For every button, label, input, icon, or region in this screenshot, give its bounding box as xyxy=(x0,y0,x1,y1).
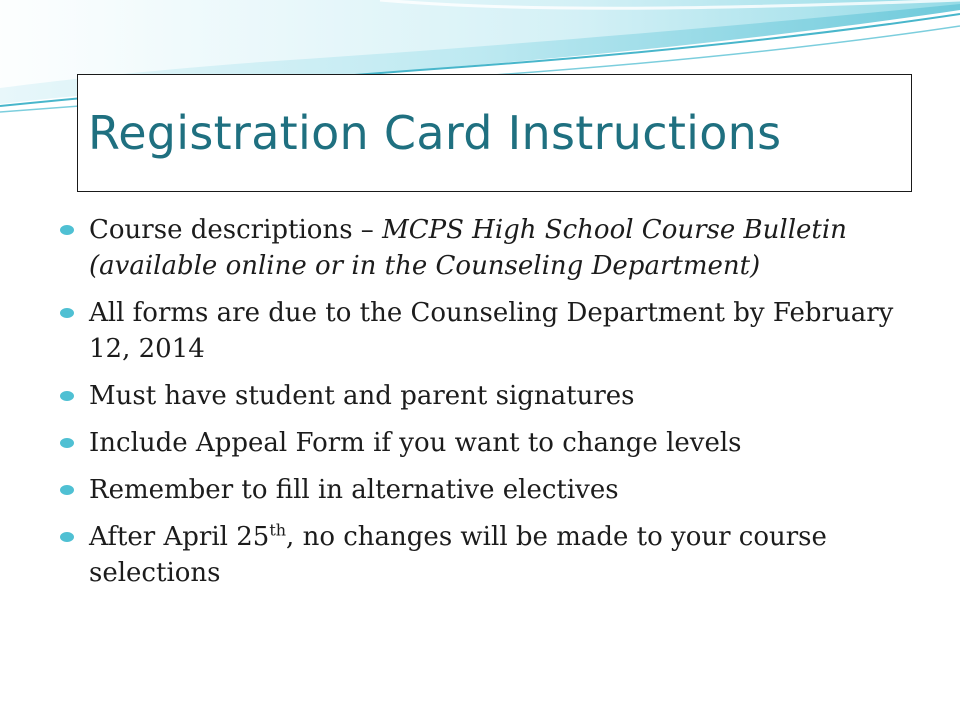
bullet-text: Include Appeal Form if you want to change levels xyxy=(89,428,742,458)
title-box xyxy=(77,74,912,192)
bullet-text: Remember to fill in alternative electives xyxy=(89,475,619,505)
slide-title: Registration Card Instructions xyxy=(88,106,782,160)
bullet-marker-icon xyxy=(60,438,74,448)
bullet-marker-icon xyxy=(60,391,74,401)
bullet-item-signatures xyxy=(60,378,940,414)
bullet-list xyxy=(60,212,940,602)
bullet-text: After April 25 xyxy=(89,522,270,552)
bullet-text: Course descriptions – xyxy=(89,215,383,245)
bullet-item-deadline-changes xyxy=(60,519,940,591)
bullet-item-forms-due xyxy=(60,295,940,367)
bullet-marker-icon xyxy=(60,225,74,235)
bullet-item-alternative-electives xyxy=(60,472,940,508)
bullet-text: Must have student and parent signatures xyxy=(89,381,635,411)
bullet-item-course-descriptions xyxy=(60,212,940,284)
bullet-marker-icon xyxy=(60,308,74,318)
bullet-text-italic: MCPS High School Course Bulletin (available online or in the Counseling Department) xyxy=(89,215,847,281)
bullet-superscript: th xyxy=(269,520,287,540)
bullet-marker-icon xyxy=(60,485,74,495)
bullet-marker-icon xyxy=(60,532,74,542)
bullet-text: All forms are due to the Counseling Department by February 12, 2014 xyxy=(89,298,894,364)
bullet-text-continued: , no changes will be made to your course selections xyxy=(89,522,827,588)
bullet-item-appeal-form xyxy=(60,425,940,461)
